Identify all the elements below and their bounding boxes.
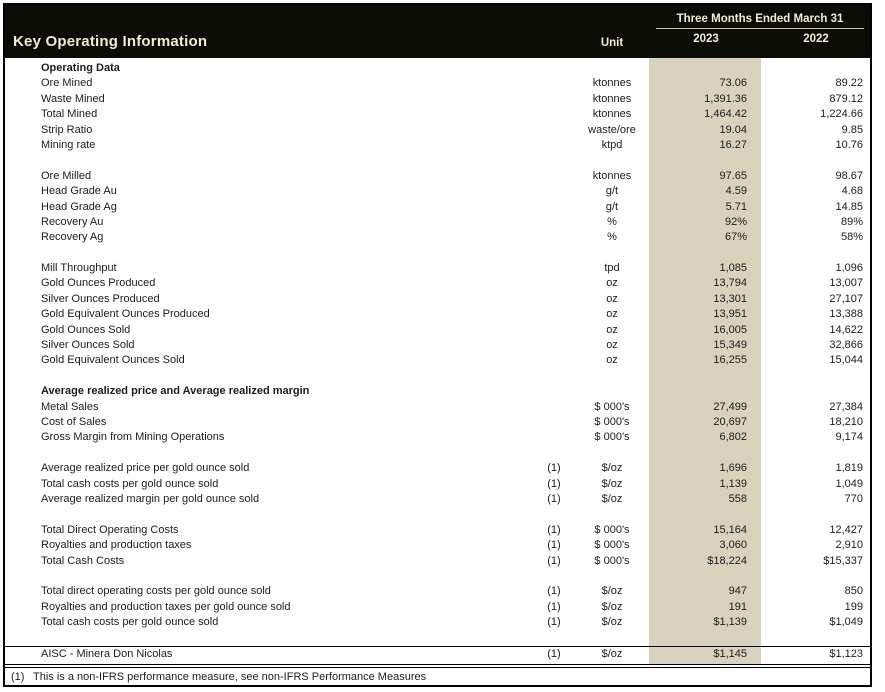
- footnote-ref: (1): [547, 616, 561, 629]
- row-unit: tpd: [604, 262, 620, 275]
- spacer-row: [5, 153, 870, 168]
- footnote-ref: (1): [547, 585, 561, 598]
- table-row: [5, 338, 870, 353]
- table-rows: [5, 58, 870, 664]
- row-label: Strip Ratio: [41, 123, 93, 136]
- row-unit: oz: [606, 339, 618, 352]
- footnote-ref: (1): [547, 539, 561, 552]
- spacer-row: [5, 507, 870, 522]
- row-label: Silver Ounces Sold: [41, 339, 135, 352]
- footnote-ref: (1): [547, 462, 561, 475]
- value-2022: 98.67: [835, 169, 863, 182]
- footnote-ref: [534, 384, 574, 399]
- footnote-ref: (1): [547, 554, 561, 567]
- value-2023: $1,145: [713, 647, 747, 660]
- row-label: Total cash costs per gold ounce sold: [41, 477, 219, 490]
- value-2022: 27,384: [829, 400, 863, 413]
- value-2023: 1,696: [719, 462, 747, 475]
- row-unit: $/oz: [601, 647, 623, 660]
- row-label: Average realized margin per gold ounce sold: [41, 492, 260, 505]
- row-unit: oz: [606, 323, 618, 336]
- row-label: Royalties and production taxes: [41, 539, 192, 552]
- row-unit: %: [607, 231, 617, 244]
- row-label: Total Cash Costs: [41, 554, 125, 567]
- footnote-ref: [534, 276, 574, 291]
- period-header-group: [650, 5, 870, 58]
- footnote-ref: [534, 184, 574, 199]
- row-unit: oz: [606, 277, 618, 290]
- row-label: Mining rate: [41, 138, 96, 151]
- value-2022: 18,210: [829, 415, 863, 428]
- row-label: Waste Mined: [41, 92, 105, 105]
- footnote-ref: [534, 215, 574, 230]
- table-row: [5, 200, 870, 215]
- row-unit: oz: [606, 308, 618, 321]
- row-label: AISC - Minera Don Nicolas: [41, 647, 173, 660]
- footnote-ref: [534, 307, 574, 322]
- value-2023: 1,139: [719, 477, 747, 490]
- value-2022: 1,096: [835, 262, 863, 275]
- value-2022: 10.76: [835, 138, 863, 151]
- table-row: [5, 123, 870, 138]
- value-2023: 3,060: [719, 539, 747, 552]
- footnote-ref: [534, 123, 574, 138]
- table-row: [5, 400, 870, 415]
- table-row: [5, 523, 870, 538]
- value-2023: 13,794: [713, 277, 747, 290]
- value-2023: $18,224: [707, 554, 747, 567]
- value-2023: 5.71: [725, 200, 747, 213]
- row-label: Head Grade Ag: [41, 200, 117, 213]
- footnote-ref: (1): [547, 492, 561, 505]
- footnote-ref: [534, 338, 574, 353]
- row-unit: g/t: [605, 185, 619, 198]
- table-row: [5, 554, 870, 569]
- table-row: [5, 430, 870, 445]
- row-unit: ktpd: [601, 138, 623, 151]
- footnote-ref: [534, 400, 574, 415]
- footnote-ref: [534, 92, 574, 107]
- row-unit: $ 000's: [594, 415, 630, 428]
- footnote-ref: (1): [547, 647, 561, 660]
- row-unit: $ 000's: [594, 431, 630, 444]
- row-label: Ore Mined: [41, 77, 93, 90]
- row-unit: waste/ore: [588, 123, 636, 136]
- table-row: [5, 261, 870, 276]
- row-unit: $/oz: [601, 616, 623, 629]
- row-unit: $ 000's: [594, 400, 630, 413]
- table-row: [5, 492, 870, 507]
- row-unit: ktonnes: [592, 77, 632, 90]
- value-2022: 27,107: [829, 292, 863, 305]
- table-row: [5, 292, 870, 307]
- table-row: [5, 461, 870, 476]
- value-2022: 2,910: [835, 539, 863, 552]
- row-label: Total cash costs per gold ounce sold: [41, 616, 219, 629]
- value-2023: 13,301: [713, 292, 747, 305]
- value-2022: 1,224.66: [820, 108, 863, 121]
- footnote-ref: [534, 353, 574, 368]
- row-label: Average realized price and Average realized margin: [41, 385, 310, 398]
- value-2022: 1,819: [835, 462, 863, 475]
- value-2022: 89.22: [835, 77, 863, 90]
- table-row: [5, 215, 870, 230]
- value-2023: 4.59: [725, 185, 747, 198]
- table-row: [5, 107, 870, 122]
- value-2023: 97.65: [719, 169, 747, 182]
- value-2022: 9,174: [835, 431, 863, 444]
- column-header-2023: 2023: [693, 33, 719, 45]
- value-2022: 1,049: [835, 477, 863, 490]
- row-unit: ktonnes: [592, 92, 632, 105]
- value-2022: [762, 384, 870, 399]
- table-row: [5, 353, 870, 368]
- footnote-ref: [534, 415, 574, 430]
- value-2022: 14.85: [835, 200, 863, 213]
- value-2023: 16.27: [719, 138, 747, 151]
- row-unit: %: [607, 215, 617, 228]
- header-footnote-spacer: [534, 5, 574, 58]
- row-label: Gold Ounces Sold: [41, 323, 131, 336]
- value-2023: 15,164: [713, 523, 747, 536]
- row-unit: $/oz: [601, 477, 623, 490]
- value-2022: 12,427: [829, 523, 863, 536]
- row-unit: $/oz: [601, 492, 623, 505]
- row-unit: $ 000's: [594, 539, 630, 552]
- value-2022: 89%: [840, 215, 863, 228]
- value-2022: 13,388: [829, 308, 863, 321]
- row-label: Gold Equivalent Ounces Produced: [41, 308, 210, 321]
- report-table: [3, 3, 872, 687]
- footnote-marker: (1): [11, 670, 25, 683]
- value-2022: 850: [844, 585, 863, 598]
- value-2023: $1,139: [713, 616, 747, 629]
- value-2023: 73.06: [719, 77, 747, 90]
- row-unit: [574, 61, 650, 76]
- footnote-ref: (1): [547, 600, 561, 613]
- table-row: [5, 615, 870, 630]
- spacer-row: [5, 630, 870, 645]
- row-label: Royalties and production taxes per gold ounce sold: [41, 600, 291, 613]
- value-2022: 13,007: [829, 277, 863, 290]
- value-2022: 14,622: [829, 323, 863, 336]
- row-unit: ktonnes: [592, 108, 632, 121]
- row-unit: $ 000's: [594, 523, 630, 536]
- value-2022: 32,866: [829, 339, 863, 352]
- row-label: Gross Margin from Mining Operations: [41, 431, 225, 444]
- row-unit: $/oz: [601, 462, 623, 475]
- table-row: [5, 184, 870, 199]
- value-2022: 4.68: [841, 185, 863, 198]
- value-2023: [650, 61, 762, 76]
- spacer-row: [5, 569, 870, 584]
- value-2023: 191: [728, 600, 747, 613]
- row-label: Total Mined: [41, 108, 98, 121]
- row-label: Head Grade Au: [41, 185, 117, 198]
- row-unit: $/oz: [601, 600, 623, 613]
- footnote-ref: [534, 292, 574, 307]
- row-unit: ktonnes: [592, 169, 632, 182]
- row-unit: $/oz: [601, 585, 623, 598]
- footnote-ref: [534, 169, 574, 184]
- table-row: [5, 600, 870, 615]
- page-title: Key Operating Information: [13, 33, 208, 50]
- row-label: Metal Sales: [41, 400, 99, 413]
- value-2022: $1,123: [829, 647, 863, 660]
- footnote-text: This is a non-IFRS performance measure, see non-IFRS Performance Measures: [33, 670, 427, 683]
- table-row: [5, 138, 870, 153]
- row-label: Operating Data: [41, 62, 120, 74]
- row-unit: $ 000's: [594, 554, 630, 567]
- footnote-row: [5, 668, 870, 685]
- table-row: [5, 477, 870, 492]
- table-row: [5, 230, 870, 245]
- row-label: Total Direct Operating Costs: [41, 523, 179, 536]
- value-2022: [762, 61, 870, 76]
- value-2023: 67%: [724, 231, 747, 244]
- value-2023: 1,085: [719, 262, 747, 275]
- table-row: [5, 323, 870, 338]
- table-body: [5, 58, 870, 685]
- footnote-ref: [534, 76, 574, 91]
- row-label: Recovery Ag: [41, 231, 104, 244]
- value-2023: 947: [728, 585, 747, 598]
- value-2023: 1,391.36: [704, 92, 747, 105]
- value-2022: 770: [844, 492, 863, 505]
- footnote-ref: [534, 323, 574, 338]
- value-2023: 16,255: [713, 354, 747, 367]
- table-row: [5, 307, 870, 322]
- table-row: [5, 646, 870, 661]
- value-2022: 58%: [840, 231, 863, 244]
- value-2023: 1,464.42: [704, 108, 747, 121]
- value-2023: 6,802: [719, 431, 747, 444]
- spacer-row: [5, 446, 870, 461]
- footnote-ref: [534, 230, 574, 245]
- table-header-band: [5, 5, 870, 58]
- value-2022: $1,049: [829, 616, 863, 629]
- value-2023: 13,951: [713, 308, 747, 321]
- row-label: Average realized price per gold ounce sold: [41, 462, 250, 475]
- table-row: [5, 415, 870, 430]
- table-row: [5, 76, 870, 91]
- row-label: Recovery Au: [41, 215, 104, 228]
- footnote-ref: (1): [547, 523, 561, 536]
- value-2022: $15,337: [823, 554, 863, 567]
- column-header-2022: 2022: [803, 33, 829, 45]
- table-row: [5, 276, 870, 291]
- table-row: [5, 92, 870, 107]
- section-header-row: [5, 384, 870, 399]
- footnote-ref: [534, 200, 574, 215]
- value-2023: 558: [728, 492, 747, 505]
- section-header-row: [5, 61, 870, 76]
- header-title-cell: [5, 5, 534, 58]
- spacer-row: [5, 246, 870, 261]
- value-2022: 15,044: [829, 354, 863, 367]
- value-2023: 27,499: [713, 400, 747, 413]
- spacer-row: [5, 369, 870, 384]
- value-2023: 19.04: [719, 123, 747, 136]
- value-2023: 20,697: [713, 415, 747, 428]
- table-row: [5, 584, 870, 599]
- footnote-ref: [534, 107, 574, 122]
- value-2022: 879.12: [829, 92, 863, 105]
- period-label: Three Months Ended March 31: [656, 13, 864, 29]
- footnote-ref: (1): [547, 477, 561, 490]
- table-row: [5, 169, 870, 184]
- row-label: Silver Ounces Produced: [41, 292, 160, 305]
- footnote-ref: [534, 61, 574, 76]
- footnote-ref: [534, 138, 574, 153]
- value-2022: 9.85: [841, 123, 863, 136]
- value-2023: 92%: [724, 215, 747, 228]
- table-row: [5, 538, 870, 553]
- footnote-ref: [534, 430, 574, 445]
- row-label: Cost of Sales: [41, 415, 107, 428]
- value-2023: 16,005: [713, 323, 747, 336]
- value-2022: 199: [844, 600, 863, 613]
- row-unit: g/t: [605, 200, 619, 213]
- row-label: Gold Ounces Produced: [41, 277, 156, 290]
- row-unit: oz: [606, 354, 618, 367]
- row-label: Ore Milled: [41, 169, 92, 182]
- unit-column-header: Unit: [600, 37, 624, 49]
- year-headers: [650, 33, 870, 45]
- row-label: Mill Throughput: [41, 262, 117, 275]
- row-unit: [574, 384, 650, 399]
- row-label: Gold Equivalent Ounces Sold: [41, 354, 185, 367]
- value-2023: 15,349: [713, 339, 747, 352]
- footnote-ref: [534, 261, 574, 276]
- row-unit: oz: [606, 292, 618, 305]
- value-2023: [650, 384, 762, 399]
- row-label: Total direct operating costs per gold ounce sold: [41, 585, 271, 598]
